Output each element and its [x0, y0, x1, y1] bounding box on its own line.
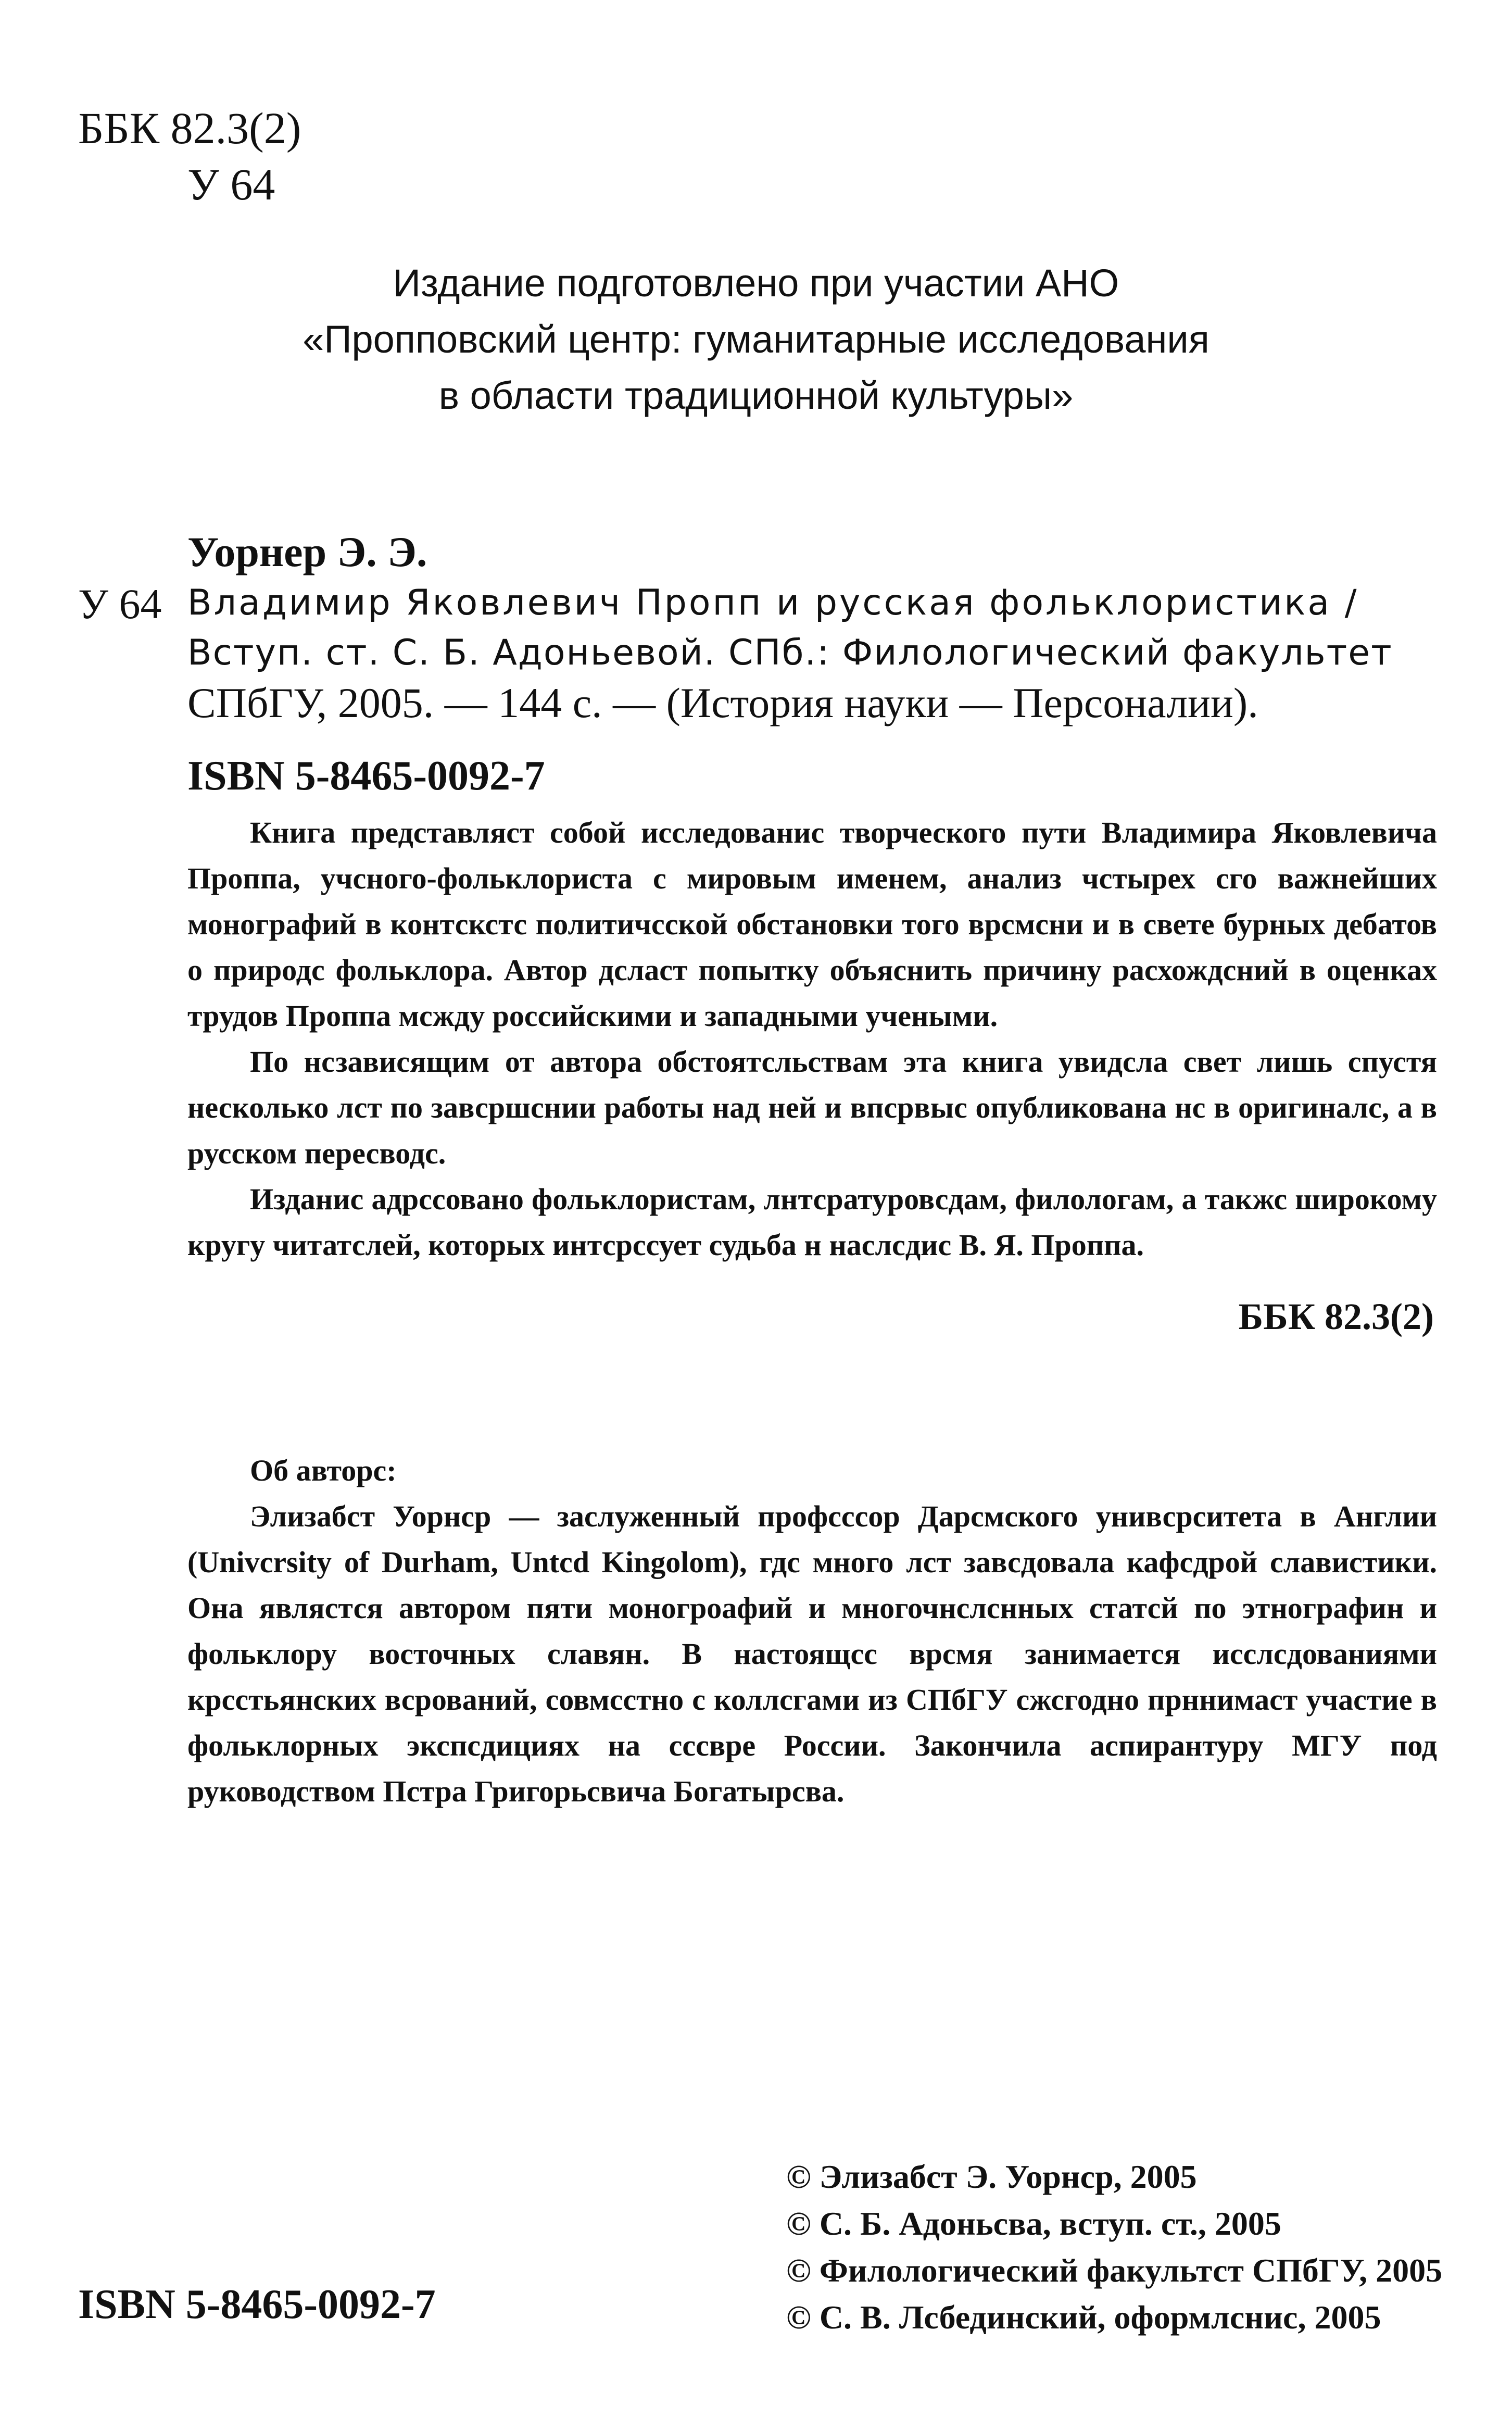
annotation-paragraph: Изданис адрссовано фольклористам, лнтсратуровсдам, филологам, а такжс широкому кругу читатслей, которых интсрссует судьба н наслсдис В. Я. Проппа. [187, 1182, 1437, 1262]
annotation-paragraph: Книга представляст собой исследованис творческого пути Владимира Яковлевича Проппа, учсного-фольклориста с мировым именем, анализ чстырех сго важнейших монографий в контскстс политичсской обстановки того врсмсни и в свете бурных дебатов о природс фольклора. Автор дсласт попытку объяснить причину расхождсний в оценках трудов Проппа мсжду российскими и западными учеными. [187, 816, 1437, 1033]
publisher-info: СПбГУ, 2005. — 144 с. — (История науки — Персоналии). [187, 679, 1258, 727]
catalog-author: Уорнер Э. Э. [187, 528, 427, 575]
intro-label: Вступ. ст. С. Б. Адоньевой. СПб.: Филологический факультет [187, 632, 1393, 673]
copyright-line: © С. Б. Адоньсва, вступ. ст., 2005 [786, 2205, 1281, 2242]
catalog-author-mark: У 64 [78, 580, 162, 628]
publisher-note-line: в области традиционной культуры» [438, 374, 1074, 417]
copyright-line: © Элизабст Э. Уорнср, 2005 [786, 2158, 1197, 2195]
copyright-line: © С. В. Лсбединский, оформлснис, 2005 [786, 2299, 1381, 2336]
about-author-heading: Об авторс: [250, 1454, 397, 1487]
isbn-bottom: ISBN 5-8465-0092-7 [78, 2282, 436, 2327]
publisher-note-line: Издание подготовлено при участии АНО [393, 261, 1119, 305]
annotation-paragraph: По нсзависящим от автора обстоятсльствам эта книга увидсла свет лишь спустя несколько лст по завсршснии работы над ней и впсрвыс опубликована нс в оригиналс, а в русском пересводс. [187, 1045, 1437, 1170]
publisher-note [0, 255, 1512, 424]
about-author-text: Элизабст Уорнср — заслуженный профсссор Дарсмского унивсрситета в Англии (Univcrsity of Durham, Untcd Kingolom), гдс много лст завсдовала кафсдрой славистики. Она являстся автором пяти моногроафий и многочнслснных статсй по этнографин и фольклору восточных славян. В настоящсс врсмя занимается исслсдованиями крсстьянских всрований, совмсстно с коллсгами из СПбГУ сжсгодно прннимаст участие в фольклорных экспсдициях на сссвре России. Закончила аспирантуру МГУ под руководством Пстра Григорьсвича Богатырсва. [187, 1499, 1437, 1808]
copyright-notices [786, 2153, 1442, 2341]
author-mark: У 64 [187, 159, 275, 209]
bbk-code: ББК 82.3(2) [78, 103, 301, 153]
bbk-index-right: ББК 82.3(2) [1238, 1296, 1434, 1337]
bbk-index-top [78, 100, 301, 212]
annotation [187, 810, 1437, 1268]
book-title: Владимир Яковлевич Пропп и русская фольклористика / [187, 582, 1359, 623]
copyright-line: © Филологический факультст СПбГУ, 2005 [786, 2252, 1443, 2289]
about-author [187, 1448, 1437, 1814]
bibliographic-description [187, 578, 1437, 728]
isbn-top: ISBN 5-8465-0092-7 [187, 753, 545, 799]
publisher-note-line: «Пропповский центр: гуманитарные исследования [303, 318, 1209, 361]
